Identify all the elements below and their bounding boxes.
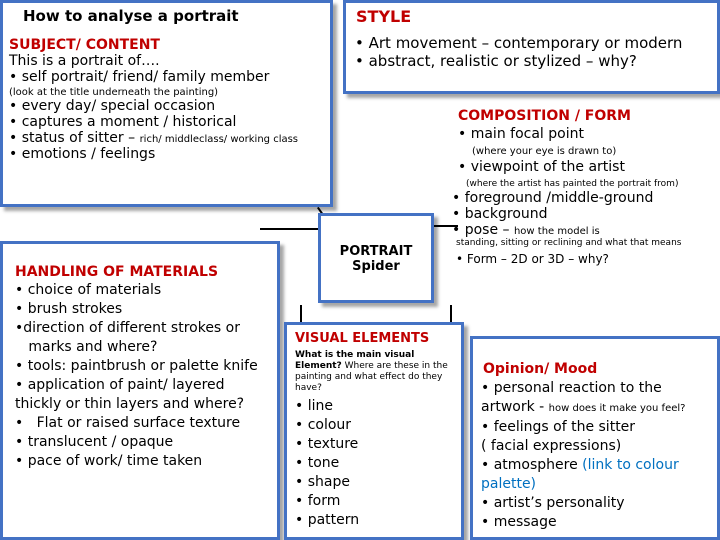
- handling-item: • tools: paintbrush or palette knife: [15, 358, 258, 374]
- visual-item: • texture: [295, 436, 359, 452]
- handling-item: • brush strokes: [15, 301, 123, 317]
- opinion-mood-box: [470, 336, 720, 540]
- visual-subtitle-rest: Where are these in the painting and what effect do they have?: [295, 361, 448, 393]
- connector-line: [260, 228, 320, 230]
- visual-subtitle: [295, 350, 457, 394]
- opinion-line: • feelings of the sitter: [481, 419, 636, 435]
- style-line: • Art movement – contemporary or modern: [355, 34, 683, 52]
- subject-line: • emotions / feelings: [9, 146, 156, 162]
- opinion-line: • message: [481, 514, 557, 530]
- composition-box: [450, 108, 716, 313]
- handling-item: • translucent / opaque: [15, 434, 174, 450]
- subject-title: SUBJECT/ CONTENT: [9, 37, 160, 53]
- visual-elements-box: [284, 322, 464, 540]
- visual-list: [295, 397, 457, 530]
- handling-item: • application of paint/ layered: [15, 377, 225, 393]
- style-line: • abstract, realistic or stylized – why?: [355, 52, 637, 70]
- composition-line: [452, 222, 716, 238]
- composition-line: • foreground /middle-ground: [452, 190, 654, 206]
- composition-line: • Form – 2D or 3D – why?: [456, 252, 609, 266]
- subject-line: [9, 130, 330, 146]
- composition-note: standing, sitting or reclining and what that means: [456, 238, 682, 248]
- composition-line: • background: [452, 206, 548, 222]
- composition-line: • viewpoint of the artist: [458, 159, 625, 175]
- visual-subtitle-bold: What is the main visual Element?: [295, 350, 415, 371]
- subject-content-box: [0, 0, 333, 207]
- composition-line-note: how the model is: [513, 226, 600, 237]
- handling-item: • pace of work/ time taken: [15, 453, 203, 469]
- opinion-line: [481, 398, 717, 418]
- center-subtitle: Spider: [352, 259, 400, 274]
- handling-item: • choice of materials: [15, 282, 162, 298]
- handling-item: • Flat or raised surface texture: [15, 415, 241, 431]
- subject-line: • every day/ special occasion: [9, 98, 216, 114]
- opinion-link-text: palette): [481, 476, 537, 492]
- visual-item: • pattern: [295, 512, 360, 528]
- opinion-line: ( facial expressions): [481, 438, 622, 454]
- composition-line-text: • pose –: [452, 222, 514, 238]
- subject-line: This is a portrait of….: [9, 53, 160, 69]
- visual-item: • form: [295, 493, 341, 509]
- subject-line-note: rich/ middleclass/ working class: [139, 134, 299, 145]
- opinion-title: Opinion/ Mood: [483, 361, 598, 377]
- handling-list: [15, 281, 277, 471]
- opinion-line: • artist’s personality: [481, 495, 625, 511]
- subject-line: • self portrait/ friend/ family member: [9, 69, 270, 85]
- visual-title: VISUAL ELEMENTS: [295, 331, 430, 346]
- opinion-line-note: how does it make you feel?: [548, 403, 686, 414]
- visual-item: • shape: [295, 474, 350, 490]
- composition-line: • main focal point: [458, 126, 584, 142]
- composition-note: (where your eye is drawn to): [472, 146, 617, 157]
- style-box: [343, 0, 720, 94]
- subject-note: (look at the title underneath the painting): [9, 87, 219, 98]
- center-title: PORTRAIT: [339, 244, 413, 259]
- opinion-line-text: artwork -: [481, 399, 549, 415]
- composition-note: (where the artist has painted the portrait from): [466, 179, 679, 189]
- handling-item: marks and where?: [15, 339, 158, 355]
- style-title: STYLE: [356, 7, 412, 26]
- handling-item: •direction of different strokes or: [15, 320, 240, 336]
- visual-item: • colour: [295, 417, 352, 433]
- opinion-line: [481, 456, 717, 475]
- handling-item: thickly or thin layers and where?: [15, 396, 245, 412]
- opinion-line-text: • atmosphere: [481, 457, 583, 473]
- handling-title: HANDLING OF MATERIALS: [15, 264, 219, 280]
- opinion-line: • personal reaction to the: [481, 380, 662, 396]
- handling-materials-box: [0, 241, 280, 540]
- subject-line: • captures a moment / historical: [9, 114, 237, 130]
- subject-line-text: • status of sitter –: [9, 130, 140, 146]
- page-title: How to analyse a portrait: [23, 7, 239, 25]
- composition-title: COMPOSITION / FORM: [458, 108, 631, 124]
- portrait-spider-box: [318, 213, 434, 303]
- visual-item: • tone: [295, 455, 340, 471]
- visual-item: • line: [295, 398, 333, 414]
- opinion-link-text: (link to colour: [582, 457, 679, 473]
